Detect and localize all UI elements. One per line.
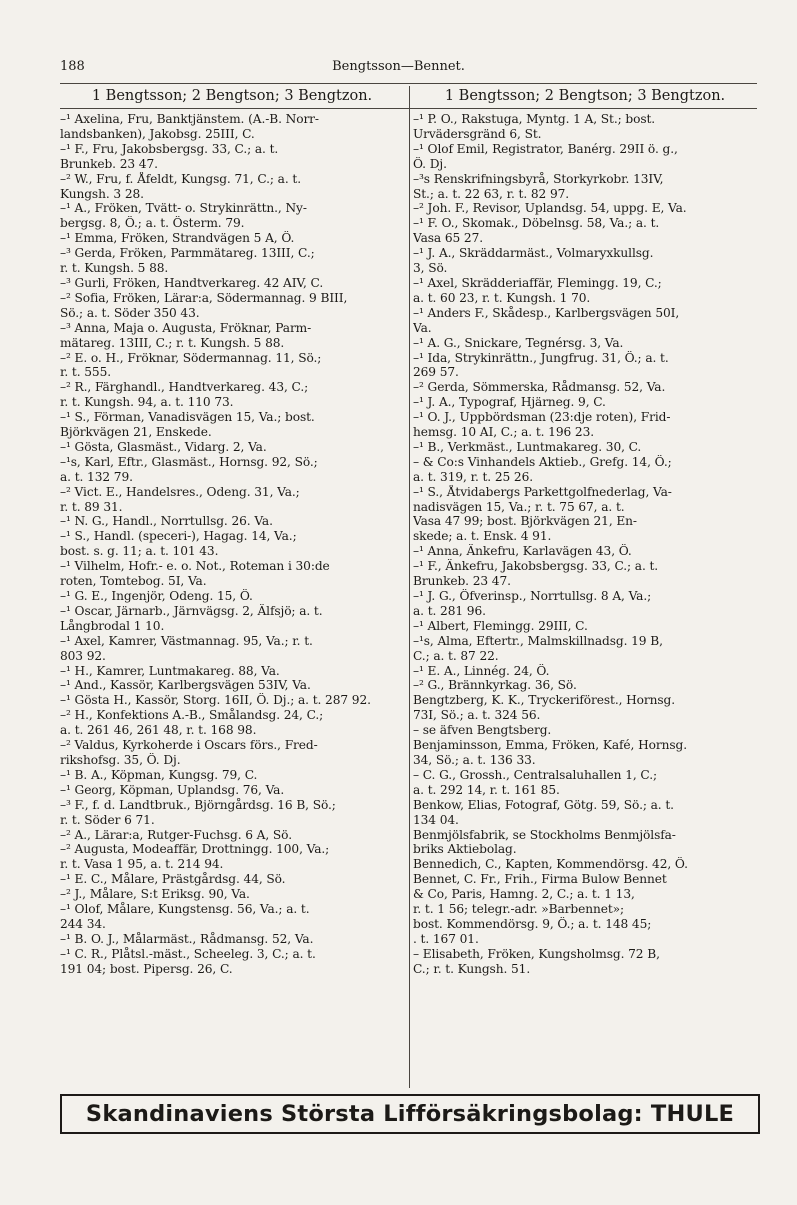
directory-entry-line: –¹ A. G., Snickare, Tegnérsg. 3, Va.: [413, 335, 624, 350]
page-header-title: Bengtsson—Bennet.: [332, 59, 465, 74]
directory-entry-line: –¹ Albert, Flemingg. 29III, C.: [413, 618, 588, 633]
directory-entry-line: –¹ Gösta H., Kassör, Storg. 16II, Ö. Dj.; a. t. 287 92.: [60, 693, 371, 708]
directory-entry-line: a. t. 319, r. t. 25 26.: [413, 469, 534, 484]
directory-entry-line: –¹ A., Fröken, Tvätt- o. Strykinrättn., Ny-: [60, 201, 307, 216]
directory-entry-line: landsbanken), Jakobsg. 25III, C.: [60, 126, 255, 141]
directory-entry-line: –¹ Anna, Änkefru, Karlavägen 43, Ö.: [413, 544, 632, 559]
directory-entry-line: a. t. 292 14, r. t. 161 85.: [413, 782, 560, 797]
directory-entry-line: skede; a. t. Ensk. 4 91.: [413, 529, 552, 544]
directory-entry-line: –¹ Anders F., Skådesp., Karlbergsvägen 50I,: [413, 305, 680, 320]
directory-entry-line: –² Vict. E., Handelsres., Odeng. 31, Va.;: [60, 484, 300, 499]
directory-entry-line: Brunkeb. 23 47.: [60, 156, 158, 171]
directory-entry-line: Kungsh. 3 28.: [60, 186, 144, 201]
right-column: [413, 112, 759, 977]
directory-entry-line: r. t. 1 56; telegr.-adr. »Barbennet»;: [413, 902, 624, 917]
directory-entry-line: a. t. 281 96.: [413, 603, 486, 618]
directory-entry-line: & Co, Paris, Hamng. 2, C.; a. t. 1 13,: [413, 887, 635, 902]
directory-entry-line: –¹ J. A., Skräddarmäst., Volmaryxkullsg.: [413, 246, 654, 261]
directory-entry-line: r. t. Vasa 1 95, a. t. 214 94.: [60, 857, 224, 872]
directory-entry-line: Vasa 47 99; bost. Björkvägen 21, En-: [413, 514, 637, 529]
directory-entry-line: r. t. Söder 6 71.: [60, 812, 155, 827]
directory-entry-line: –¹ B. A., Köpman, Kungsg. 79, C.: [60, 767, 258, 782]
directory-entry-line: Bengtzberg, K. K., Tryckeriförest., Hornsg.: [413, 693, 676, 708]
directory-entry-line: Benkow, Elias, Fotograf, Götg. 59, Sö.; a. t.: [413, 797, 674, 812]
directory-entry-line: a. t. 261 46, 261 48, r. t. 168 98.: [60, 723, 257, 738]
directory-entry-line: –¹ G. E., Ingenjör, Odeng. 15, Ö.: [60, 589, 253, 603]
directory-entry-line: –¹ J. A., Typograf, Hjärneg. 9, C.: [413, 395, 606, 410]
directory-entry-line: Björkvägen 21, Enskede.: [60, 425, 212, 440]
directory-entry-line: –¹ B. O. J., Målarmäst., Rådmansg. 52, Va.: [60, 931, 314, 946]
directory-entry-line: –¹ B., Verkmäst., Luntmakareg. 30, C.: [413, 439, 642, 454]
directory-entry-line: – Elisabeth, Fröken, Kungsholmsg. 72 B,: [413, 946, 660, 961]
directory-entry-line: Benjaminsson, Emma, Fröken, Kafé, Hornsg.: [413, 738, 687, 753]
directory-entry-line: –¹ Axel, Kamrer, Västmannag. 95, Va.; r. t.: [60, 633, 313, 648]
directory-entry-line: 3, Sö.: [413, 261, 448, 276]
directory-entry-line: –¹ Axelina, Fru, Banktjänstem. (A.-B. Norr-: [60, 112, 319, 126]
directory-entry-line: 134 04.: [413, 812, 459, 827]
directory-entry-line: –¹ J. G., Öfverinsp., Norrtullsg. 8 A, Va.;: [413, 589, 652, 603]
directory-entry-line: Bennedich, C., Kapten, Kommendörsg. 42, Ö.: [413, 857, 688, 872]
directory-entry-line: Långbrodal 1 10.: [60, 618, 165, 633]
directory-entry-line: C.; a. t. 87 22.: [413, 648, 499, 663]
directory-entry-line: –¹ Gösta, Glasmäst., Vidarg. 2, Va.: [60, 439, 267, 454]
directory-entry-line: 191 04; bost. Pipersg. 26, C.: [60, 961, 233, 976]
directory-entry-line: –¹ Emma, Fröken, Strandvägen 5 A, Ö.: [60, 231, 295, 246]
directory-entry-line: bost. Kommendörsg. 9, Ö.; a. t. 148 45;: [413, 916, 652, 931]
directory-entry-line: –¹ F., Änkefru, Jakobsbergsg. 33, C.; a. t.: [413, 559, 659, 574]
directory-entry-line: 244 34.: [60, 916, 106, 931]
directory-entry-line: –¹s, Alma, Eftertr., Malmskillnadsg. 19 B,: [413, 633, 663, 648]
directory-entry-line: r. t. 89 31.: [60, 499, 123, 514]
directory-entry-line: –² Valdus, Kyrkoherde i Oscars förs., Fred-: [60, 738, 318, 753]
directory-entry-line: Urvädersgränd 6, St.: [413, 126, 542, 141]
directory-entry-line: –¹ P. O., Rakstuga, Myntg. 1 A, St.; bost.: [413, 112, 656, 126]
directory-entry-line: r. t. 555.: [60, 365, 112, 380]
directory-entry-line: roten, Tomtebog. 5I, Va.: [60, 574, 207, 589]
directory-entry-line: rikshofsg. 35, Ö. Dj.: [60, 752, 181, 767]
directory-entry-line: –¹ Axel, Skrädderiaffär, Flemingg. 19, C.;: [413, 275, 662, 290]
directory-entry-line: –³ Anna, Maja o. Augusta, Fröknar, Parm-: [60, 320, 312, 335]
directory-entry-line: –² Gerda, Sömmerska, Rådmansg. 52, Va.: [413, 380, 666, 395]
directory-entry-line: . t. 167 01.: [413, 931, 479, 946]
directory-entry-line: –¹ S., Åtvidabergs Parkettgolfnederlag, Va-: [413, 484, 672, 499]
directory-entry-line: –¹ And., Kassör, Karlbergsvägen 53IV, Va.: [60, 678, 311, 693]
directory-entry-line: bergsg. 8, Ö.; a. t. Österm. 79.: [60, 216, 245, 231]
running-head: [60, 59, 737, 79]
top-rule: [60, 83, 757, 84]
directory-entry-line: –² Augusta, Modeaffär, Drottningg. 100, Va.;: [60, 842, 330, 857]
directory-entry-line: –² A., Lärar:a, Rutger-Fuchsg. 6 A, Sö.: [60, 827, 292, 842]
directory-entry-line: –² G., Brännkyrkag. 36, Sö.: [413, 678, 577, 693]
directory-entry-line: –² H., Konfektions A.-B., Smålandsg. 24, C.;: [60, 708, 324, 723]
directory-entry-line: Vasa 65 27.: [413, 231, 484, 246]
advertisement-banner: Skandinaviens Största Lifförsäkringsbolag: THULE: [60, 1094, 760, 1134]
directory-entry-line: – C. G., Grossh., Centralsaluhallen 1, C.;: [413, 767, 657, 782]
directory-entry-line: mätareg. 13III, C.; r. t. Kungsh. 5 88.: [60, 335, 285, 350]
left-column-heading: 1 Bengtsson; 2 Bengtson; 3 Bengtzon.: [91, 88, 373, 104]
directory-entry-line: –¹ Oscar, Järnarb., Järnvägsg. 2, Älfsjö; a. t.: [60, 603, 323, 618]
directory-entry-line: bost. s. g. 11; a. t. 101 43.: [60, 544, 219, 559]
directory-entry-line: 34, Sö.; a. t. 136 33.: [413, 752, 536, 767]
directory-entry-line: –¹ Ida, Strykinrättn., Jungfrug. 31, Ö.; a. t.: [413, 350, 669, 365]
directory-entry-line: –¹ F., Fru, Jakobsbergsg. 33, C.; a. t.: [60, 141, 279, 156]
directory-entry-line: nadisvägen 15, Va.; r. t. 75 67, a. t.: [413, 499, 625, 514]
directory-entry-line: Bennet, C. Fr., Frih., Firma Bulow Bennet: [413, 872, 667, 887]
directory-entry-line: Va.: [413, 320, 432, 335]
directory-entry-line: –¹ E. C., Målare, Prästgårdsg. 44, Sö.: [60, 872, 286, 887]
directory-entry-line: –² R., Färghandl., Handtverkareg. 43, C.;: [60, 380, 309, 395]
directory-entry-line: –¹ S., Förman, Vanadisvägen 15, Va.; bost.: [60, 410, 315, 425]
right-column-heading: 1 Bengtsson; 2 Bengtson; 3 Bengtzon.: [444, 88, 726, 104]
directory-entry-line: r. t. Kungsh. 5 88.: [60, 261, 169, 276]
directory-entry-line: Ö. Dj.: [413, 156, 447, 171]
column-divider: [409, 86, 410, 1088]
directory-entry-line: r. t. Kungsh. 94, a. t. 110 73.: [60, 395, 234, 410]
directory-entry-line: –¹ C. R., Plåtsl.-mäst., Scheeleg. 3, C.; a. t.: [60, 946, 316, 961]
directory-entry-line: –¹ Vilhelm, Hofr.- e. o. Not., Roteman i 30:de: [60, 559, 330, 574]
directory-entry-line: –¹ N. G., Handl., Norrtullsg. 26. Va.: [60, 514, 273, 529]
directory-entry-line: –¹ Olof Emil, Registrator, Banérg. 29II ö. g.,: [413, 141, 678, 156]
directory-entry-line: 269 57.: [413, 365, 459, 380]
left-column: [60, 112, 403, 977]
directory-entry-line: –² W., Fru, f. Åfeldt, Kungsg. 71, C.; a. t.: [60, 171, 301, 186]
directory-entry-line: –³s Renskrifningsbyrå, Storkyrkobr. 13IV,: [413, 171, 664, 186]
directory-entry-line: – & Co:s Vinhandels Aktieb., Grefg. 14, Ö.;: [413, 454, 672, 469]
directory-entry-line: –¹ O. J., Uppbördsman (23:dje roten), Frid-: [413, 410, 671, 425]
directory-entry-line: a. t. 60 23, r. t. Kungsh. 1 70.: [413, 290, 591, 305]
directory-entry-line: –¹ S., Handl. (speceri-), Hagag. 14, Va.;: [60, 529, 297, 544]
directory-entry-line: Benmjölsfabrik, se Stockholms Benmjölsfa-: [413, 827, 676, 842]
directory-entry-line: –¹ E. A., Linnég. 24, Ö.: [413, 663, 550, 678]
directory-entry-line: hemsg. 10 AI, C.; a. t. 196 23.: [413, 425, 594, 440]
directory-entry-line: Sö.; a. t. Söder 350 43.: [60, 305, 200, 320]
directory-entry-line: 803 92.: [60, 648, 106, 663]
directory-entry-line: –² Sofia, Fröken, Lärar:a, Södermannag. 9 BIII,: [60, 290, 348, 305]
directory-entry-line: –¹s, Karl, Eftr., Glasmäst., Hornsg. 92, Sö.;: [60, 454, 318, 469]
directory-entry-line: –² Joh. F., Revisor, Uplandsg. 54, uppg. E, Va.: [413, 201, 687, 216]
directory-entry-line: –³ Gurli, Fröken, Handtverkareg. 42 AIV, C.: [60, 275, 324, 290]
directory-entry-line: –² J., Målare, S:t Eriksg. 90, Va.: [60, 887, 250, 902]
directory-entry-line: C.; r. t. Kungsh. 51.: [413, 961, 531, 976]
directory-entry-line: –³ F., f. d. Landtbruk., Björngårdsg. 16 B, Sö.;: [60, 797, 336, 812]
directory-entry-line: – se äfven Bengtsberg.: [413, 723, 552, 738]
directory-entry-line: St.; a. t. 22 63, r. t. 82 97.: [413, 186, 570, 201]
directory-entry-line: –¹ Georg, Köpman, Uplandsg. 76, Va.: [60, 782, 285, 797]
directory-entry-line: –¹ Olof, Målare, Kungstensg. 56, Va.; a. t.: [60, 902, 310, 917]
directory-entry-line: –¹ H., Kamrer, Luntmakareg. 88, Va.: [60, 663, 280, 678]
directory-entry-line: –¹ F. O., Skomak., Döbelnsg. 58, Va.; a. t.: [413, 216, 660, 231]
directory-entry-line: –² E. o. H., Fröknar, Södermannag. 11, Sö.;: [60, 350, 322, 365]
directory-entry-line: –³ Gerda, Fröken, Parmmätareg. 13III, C.;: [60, 246, 315, 261]
directory-entry-line: briks Aktiebolag.: [413, 842, 517, 857]
directory-entry-line: 73I, Sö.; a. t. 324 56.: [413, 708, 541, 723]
page-number: 188: [60, 59, 85, 74]
directory-entry-line: a. t. 132 79.: [60, 469, 133, 484]
directory-entry-line: Brunkeb. 23 47.: [413, 574, 511, 589]
